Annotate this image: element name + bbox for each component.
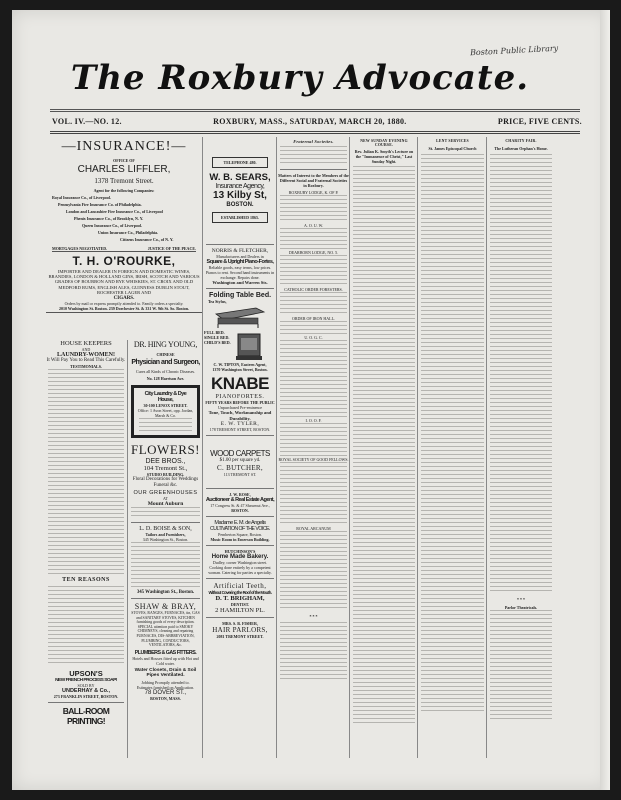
column-6 [419,137,486,758]
section-text [280,462,347,526]
knabe-name: KNABE [211,374,269,393]
hing-young-address: No. 128 Harrison Ave. [146,376,185,381]
volume-number: VOL. IV.—NO. 12. [52,117,122,126]
housekeepers-tagline: It Will Pay You to Read This Carefully. [46,358,126,363]
boise-address: 345 Washington St., Boston. [136,590,195,595]
article-text [421,154,484,714]
section-text [280,255,347,287]
section-text [280,423,347,457]
section-header: ROYAL ARCANUM [296,526,331,531]
fisher-name: HAIR PARLORS, [212,626,268,634]
charity-fair-headline: CHARITY FAIR. [505,139,537,143]
single-bed: SINGLE BED. [204,335,230,340]
company-3: London and Lancashire Fire Insurance Co., of Liverpool [66,209,163,214]
fraternal-headline: Fraternal Societies. [293,139,334,144]
lent-services-headline: LENT SERVICES [436,139,469,143]
knabe-qualities: Tone, Touch, Workmanship and Durability. [208,410,272,421]
hutchinson-owner: HUTCHINSON'S [224,549,256,554]
charity-fair-subhead: The Lutheran Orphan's Home. [494,146,548,151]
shaw-bray-name: SHAW & BRAY, [134,602,197,611]
masthead-rule-2 [50,111,580,112]
greenhouses-at: AT [163,496,168,501]
norris-note: Reliable goods, easy terms, low prices. Pianos to rent. Second hand instruments in exchange. Repairs done. [205,265,275,280]
fraternal-subhead: Matters of Interest to the Members of the Different Social and Fraternal Societies in Roxbury. [278,173,349,188]
divider [131,522,200,523]
greenhouses-label: OUR GREENHOUSES [133,490,198,496]
norris-maker: Manufacturers and Dealers in [216,254,264,259]
brigham-name: D. T. BRIGHAM, [215,595,265,602]
rose-name: J. W. ROSE, [229,492,251,497]
norris-name: NORRIS & FLETCHER, [211,248,269,254]
laundry-text [139,418,192,432]
divider [206,488,274,489]
insurance-footer [52,246,196,252]
fisher-owner: MRS. S. B. FISHER, [222,621,258,626]
hing-young-title: Physician and Surgeon, [131,359,200,366]
divider [280,169,347,170]
section-text [280,531,347,611]
angelis-service: CULTIVATION OF THE VOICE. [209,526,271,532]
hing-young-name: DR. HING YOUNG, [133,340,198,349]
laundry-ad [131,385,200,438]
flowers-headline: FLOWERS! [131,442,200,457]
mortgages-label: MORTGAGES NEGOTIATED. [52,246,108,251]
section-text [280,292,347,316]
section-header: ROXBURY LODGE, K. OF P. [288,190,339,195]
section-header: CATHOLIC ORDER FORESTERS. [284,287,343,292]
article-text [490,154,552,594]
company-5: Queen Insurance Co., of Liverpool. [82,223,143,228]
folding-bed-headline: Folding Table Bed. [208,292,272,299]
fisher-address: 2081 TREMONT STREET. [216,634,264,639]
angelis-note: Music Room in Emerson Building. [210,537,270,542]
shaw-bray-city: BOSTON, MASS. [150,695,181,701]
flowers-building: STUDIO BUILDING. [146,472,185,477]
section-text [280,228,347,250]
folding-bed-address: 1370 Washington Street, Boston. [212,367,268,372]
wood-carpets-address: 113 TREMONT ST. [223,472,257,477]
sears-city: BOSTON. [226,202,254,208]
hing-young-nationality: CHINESE [156,352,175,357]
upsons-seller: UNDERHAY & Co., [62,688,110,694]
hutchinson-address: Dudley, corner Washington street. [212,560,268,565]
section-header: A. O. U. W. [303,223,323,228]
ballroom-printing: BALL-ROOM PRINTING! [62,706,110,726]
divider [131,598,200,599]
upsons-address: 273 FRANKLIN STREET, BOSTON. [53,694,119,699]
hutchinson-note: Cooking done entirely by a competent woman. Catering for parties a specialty. [208,565,272,575]
water-closets: Water Closets, Drain & Soil Pipes Ventilated. [134,667,197,678]
brigham-title: DENTIST. [230,602,250,607]
section-text [280,622,347,682]
shaw-bray-trade: PLUMBERS & GAS FITTERS. [134,649,197,656]
ten-reasons-headline: TEN REASONS [62,577,110,583]
section-text [280,195,347,223]
company-1: Royal Insurance Co., of Liverpool. [52,195,111,200]
divider [48,702,124,703]
company-4: Phenix Insurance Co., of Brooklyn, N. Y. [74,216,144,221]
boise-name: L. D. BOISE & SON, [139,526,192,532]
column-rule [486,137,487,758]
housekeepers-and: AND [81,347,91,352]
section-header: ORDER OF IRON HALL. [291,316,336,321]
column-3 [204,137,276,758]
knabe-address: 178 TREMONT STREET, BOSTON. [209,427,271,432]
estimates: Estimates furnished on Application. [136,684,195,690]
company-6: Union Insurance Co., Philadelphia. [98,230,159,235]
norris-product: Square & Upright Piano-Fortes, [206,259,274,265]
divider [206,435,274,436]
testimonials-text [48,369,124,574]
laundry-women-subhead: LAUNDRY-WOMEN! [57,352,115,358]
upsons-name: UPSON'S [69,669,103,678]
greenhouses-location: Mount Auburn [147,501,184,507]
laundry-street: 30-100 LENOX STREET. [143,403,188,408]
shaw-bray-services: STOVES, RANGES, FURNACES, tin, GAS and SANITARY STOVES, KITCHEN furnishing goods of every description. SPECIAL attention paid to SMOKY CHIMNEYS, cleaning and repairing FURNACES, DIS-ABBREVIATION, PLUMBING, CONDUCTORS, VENTILATORS, &c. [131,611,200,648]
bed-sizes [204,330,276,362]
masthead-rule [50,109,580,110]
testimonials-label: TESTIMONIALS. [70,364,102,369]
column-rule [127,340,128,758]
sears-business: Insurance Agency, [215,183,265,190]
agent-address: 1378 Tremont Street. [94,177,154,185]
office-label: OFFICE OF [113,158,135,163]
norris-address: Washington and Warren Sts. [212,280,268,285]
knabe-agent: E. W. TYLER, [220,421,260,427]
flowers-services: Floral Decorations for Weddings Funeral &c. [132,477,199,488]
lent-services-subhead: St. James Episcopal Church [428,146,477,151]
section-header: I. O. O. F. [305,418,322,423]
cabinet-bed-illustration-icon [232,330,266,362]
laundry-name: City Laundry & Dye House, [144,391,187,403]
divider [206,617,274,618]
column-1-lower [46,340,126,758]
section-header: ROYAL SOCIETY OF GOOD FELLOWS. [278,457,349,462]
divider [206,545,274,546]
divider [206,516,274,517]
section-header: DEARBORN LODGE, NO. 5. [288,250,339,255]
orourke-name: T. H. O'ROURKE, [72,254,176,268]
insurance-ad [46,137,202,337]
section-header: U. O. G. C. [304,335,323,340]
rose-business: Auctioneer & Real Estate Agent, [205,497,275,503]
upsons-product: NEW FRENCH PROCESS SOAP! [55,678,117,683]
article-text [353,166,415,726]
archive-handwritten-note: Boston Public Library [469,43,559,58]
column-4 [278,137,349,758]
sears-address: 13 Kilby St, [213,190,267,201]
agent-line: Agent for the following Companies: [93,188,155,193]
divider-stars: * * * [517,597,525,602]
dateline [52,117,582,126]
rose-address: 17 Congress St. & 47 Shawmut Ave., [210,503,270,508]
boise-address-small: 345 Washington St., Boston. [142,537,189,542]
orourke-description: IMPORTER AND DEALER IN FOREIGN AND DOMESTIC WINES, BRANDIES, LONDON & HOLLAND GINS, IRISH, SCOTCH AND VARIOUS GRADES OF BOURBON AND RYE WHISKIES, ST. CROIX AND OLD MEDFORD RUMS, ENGLISH ALES, GUINNESS DUBLIN STOUT, ROCHESTER LAGER AND [48,269,200,295]
orourke-addresses: 2010 Washington St. Boston. 239 Dorchester St. & 331 W. 9th St. So. Boston. [46,306,202,313]
column-rule [276,137,277,758]
laundry-office: Office: 1 Avon Street, opp. Jordan, Marsh & Co. [137,408,194,418]
brigham-address: 2 HAMILTON PL. [215,607,265,614]
divider [206,288,274,289]
upsons-sold-by: SOLD BY [77,683,95,688]
divider [206,578,274,579]
column-rule [349,137,350,758]
hutchinson-name: Home Made Bakery. [211,554,269,560]
jobbing: Jobbing Promptly attended to. [141,679,190,685]
knabe-unpurchased: Unpurchased Pre-eminence [217,405,263,410]
price: PRICE, FIVE CENTS. [497,117,582,126]
brigham-tagline: Without Covering the Roof of the Mouth. [208,590,272,595]
orourke-cigars: CIGARS. [113,296,135,302]
childs-bed: CHILD'S BED. [204,340,231,345]
sunday-course-subhead: Rev. Julian K. Smyth's Lecture on the "Immanence of Christ," Last Sunday Night. [354,149,414,164]
full-bed: FULL BED. [204,330,225,335]
dateline-rule [50,131,580,134]
divider-stars: * * * [309,614,318,619]
angelis-name: Madame E. M. de Angelis [214,520,266,526]
column-rule [417,137,418,758]
parlor-theatricals-headline: Parlor Theatricals. [504,605,538,610]
angelis-location: Pemberton Square, Boston. [218,532,262,537]
hing-young-note: Cures all Kinds of Chronic Diseases. [135,369,196,374]
justice-label: JUSTICE OF THE PEACE. [147,246,196,251]
column-2-lower [129,340,202,758]
sears-telephone: TELEPHONE 480. [212,157,268,168]
rose-city: BOSTON. [231,508,249,513]
masthead-title: The Roxbury Advocate. [70,58,530,98]
folding-bed-style: Tea Stylus, [208,299,227,304]
shaw-bray-address: 78 DOVER ST., [144,689,187,696]
knabe-tagline: FIFTY YEARS BEFORE THE PUBLIC [205,400,275,405]
insurance-headline: —INSURANCE!— [61,139,187,154]
orourke-orders: Orders by mail or express promptly attended to. Family orders a specialty. [64,301,184,307]
column-5 [351,137,417,758]
company-2: Pennsylvania Fire Insurance Co. of Philadelphia. [58,202,142,207]
brigham-headline: Artificial Teeth, [213,582,267,590]
sears-name: W. B. SEARS, [209,172,271,183]
boise-trade: Tailors and Furnishers, [145,532,186,537]
section-text [280,340,347,418]
wood-carpets-price: $1.00 per square yd. [219,458,261,463]
folding-bed-maker: C. W. TIPTON, Eastern Agent, [213,362,267,367]
divider [206,244,274,245]
wood-carpets-seller: C. BUTCHER, [217,464,263,472]
column-7 [488,137,554,758]
knabe-product: PIANOFORTES. [215,394,265,400]
sunday-course-headline: NEW SUNDAY EVENING COURSE. [360,139,408,147]
article-text [490,610,552,720]
page-edge [600,10,610,790]
flowers-address: 104 Tremont St., [143,465,188,472]
fraternal-notice-text [280,146,347,166]
company-7: Citizens Insurance Co., of N. Y. [120,237,174,242]
flowers-firm: DEE BROS., [145,458,186,465]
bed-illustration-icon [212,306,268,328]
greenhouses-text [131,507,200,519]
housekeepers-headline: HOUSE KEEPERS [60,340,112,347]
wood-carpets-headline: WOOD CARPETS [210,449,270,458]
boise-text [131,542,200,590]
column-rule [202,137,203,758]
ten-reasons-text [48,586,124,666]
section-text [280,321,347,335]
agent-name: CHARLES LIFFLER, [77,164,171,175]
place-date: ROXBURY, MASS., SATURDAY, MARCH 20, 1880. [213,117,407,126]
sears-established: ESTABLISHED 1865. [212,212,268,223]
shaw-bray-houses: Hotels and Houses fitted up with Hot and Cold water. [132,655,199,666]
